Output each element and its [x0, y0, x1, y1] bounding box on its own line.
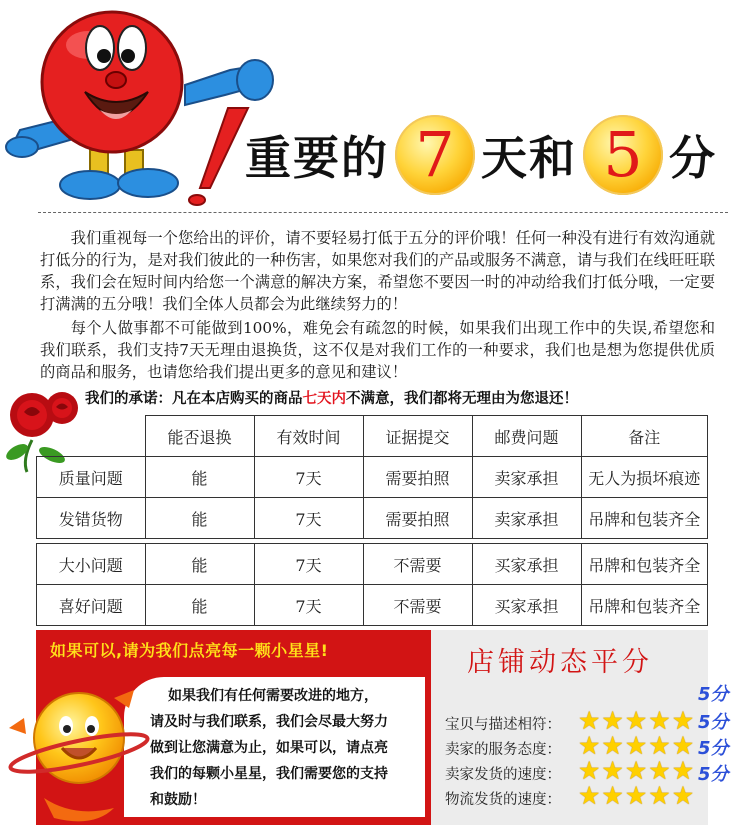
table-cell: 能	[145, 544, 254, 585]
star-icon: ★	[671, 731, 695, 760]
five-score-badge: 5分	[698, 712, 729, 733]
table-cell: 吊牌和包装齐全	[581, 585, 708, 626]
table-cell: 7天	[254, 498, 363, 539]
rating-label: 物流发货的速度：	[445, 792, 561, 808]
star-icon: ★	[601, 731, 624, 760]
table-row	[37, 544, 708, 585]
rating-label: 宝贝与描述相符：	[445, 717, 561, 733]
star-icon: ★	[624, 731, 648, 760]
title-number-ball	[395, 115, 475, 195]
main-title	[245, 110, 717, 200]
table-header-cell: 备注	[581, 416, 708, 457]
table-header-cell: 证据提交	[363, 416, 472, 457]
star-icon: ★	[624, 756, 648, 785]
table-cell: 卖家承担	[472, 498, 581, 539]
intro-paragraph-2: 每个人做事都不可能做到100%，难免会有疏忽的时候，如果我们出现工作中的失误,希望您和我们联系，我们支持7天无理由退换货，这不仅是对我们工作的一种要求，我们也是想为您提供优质的商品和服务，也请您给我们提出更多的意见和建议！	[40, 319, 715, 381]
table-header-corner	[37, 416, 146, 457]
five-score-badge: 5分	[698, 738, 729, 759]
star-request-line: 我们的每颗小星星，我们需要您的支持	[150, 766, 388, 782]
promise-after: 不满意，我们都将无理由为您退还！	[346, 391, 578, 407]
table-header-cell: 邮费问题	[472, 416, 581, 457]
promise-before: 我们的承诺：凡在本店购买的商品	[85, 391, 303, 407]
star-request-line: 和鼓励！	[150, 792, 206, 808]
star-icon: ★	[578, 706, 601, 735]
table-row	[37, 498, 708, 539]
star-icon: ★	[671, 781, 695, 810]
table-cell: 发错货物	[37, 498, 146, 539]
table-cell: 无人为损坏痕迹	[581, 457, 708, 498]
table-cell: 7天	[254, 544, 363, 585]
table-cell: 能	[145, 585, 254, 626]
table-cell: 卖家承担	[472, 457, 581, 498]
star-request-line: 做到让您满意为止，如果可以，请点亮	[150, 740, 388, 756]
table-cell: 吊牌和包装齐全	[581, 544, 708, 585]
intro-paragraph-1: 我们重视每一个您给出的评价，请不要轻易打低于五分的评价哦！任何一种没有进行有效沟通就打低分的行为，是对我们彼此的一种伤害，如果您对我们的产品或服务不满意，请与我们在线旺旺联系，我们会在短时间内给您一个满意的解决方案，希望您不要因一时的冲动给我们打低分哦，一定要打满满的五分哦！我们全体人员都会为此继续努力的！	[40, 229, 715, 313]
table-cell: 7天	[254, 585, 363, 626]
table-cell: 不需要	[363, 544, 472, 585]
rating-stars	[578, 708, 694, 733]
rating-stars	[578, 783, 694, 808]
shop-rating-title: 店铺动态平分	[467, 647, 653, 678]
table-header-cell: 能否退换	[145, 416, 254, 457]
return-policy-table	[36, 415, 708, 626]
table-cell: 吊牌和包装齐全	[581, 498, 708, 539]
title-number-5: 5	[603, 118, 643, 191]
title-mid: 天和	[481, 131, 577, 185]
star-icon: ★	[624, 781, 648, 810]
star-icon: ★	[648, 781, 671, 810]
star-icon: ★	[601, 756, 624, 785]
star-icon: ★	[624, 706, 648, 735]
title-prefix: 重要的	[245, 131, 389, 185]
five-score-badge: 5分	[698, 764, 729, 785]
star-request-line: 请及时与我们联系，我们会尽最大努力	[150, 714, 388, 730]
star-icon: ★	[578, 731, 601, 760]
star-icon: ★	[671, 756, 695, 785]
star-request-title: 如果可以,请为我们点亮每一颗小星星!	[50, 641, 329, 660]
table-cell: 质量问题	[37, 457, 146, 498]
star-icon: ★	[601, 706, 624, 735]
title-number-7: 7	[415, 118, 455, 191]
table-cell: 不需要	[363, 585, 472, 626]
title-suffix: 分	[669, 131, 717, 185]
rating-stars	[578, 733, 694, 758]
table-cell: 买家承担	[472, 585, 581, 626]
five-score-badge: 5分	[698, 684, 729, 705]
table-header-cell: 有效时间	[254, 416, 363, 457]
promise-highlight: 七天内	[302, 391, 346, 407]
star-icon: ★	[671, 706, 695, 735]
table-cell: 需要拍照	[363, 498, 472, 539]
table-cell: 大小问题	[37, 544, 146, 585]
header-banner	[0, 0, 750, 205]
star-request-line: 如果我们有任何需要改进的地方，	[168, 688, 378, 704]
rating-stars	[578, 758, 694, 783]
rating-label: 卖家发货的速度：	[445, 767, 561, 783]
star-icon: ★	[578, 756, 601, 785]
star-icon: ★	[601, 781, 624, 810]
star-icon: ★	[578, 781, 601, 810]
table-header-row	[37, 416, 708, 457]
table-row	[37, 585, 708, 626]
dashed-divider	[38, 212, 728, 213]
table-cell: 需要拍照	[363, 457, 472, 498]
table-cell: 能	[145, 457, 254, 498]
promise-statement	[85, 387, 578, 408]
table-cell: 买家承担	[472, 544, 581, 585]
table-cell: 喜好问题	[37, 585, 146, 626]
smiley-star-illustration	[4, 668, 154, 828]
rating-label: 卖家的服务态度：	[445, 742, 561, 758]
star-icon: ★	[648, 706, 671, 735]
star-icon: ★	[648, 756, 671, 785]
title-number-ball	[583, 115, 663, 195]
table-cell: 能	[145, 498, 254, 539]
table-cell: 7天	[254, 457, 363, 498]
table-row	[37, 457, 708, 498]
star-icon: ★	[648, 731, 671, 760]
